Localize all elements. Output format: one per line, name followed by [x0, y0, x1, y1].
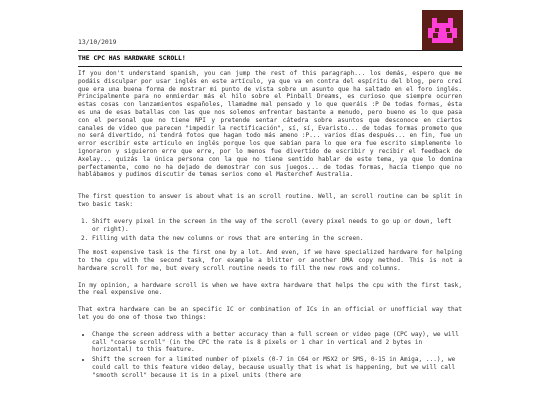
- site-logo-icon[interactable]: [422, 10, 463, 51]
- paragraph-4: That extra hardware can be an specific IC or combination of ICs in an official or unofficial way that let you do one of those two things:: [78, 306, 462, 321]
- paragraph-2: The most expensive task is the first one by a lot. And even, if we have specialized hardware for helping to the cpu with the second task, for example a blitter or another DMA copy method. This is not a hardware scroll for me, but every scroll routine needs to fill the new rows and columns.: [78, 249, 462, 272]
- feature-item: • Shift the screen for a limited number of pixels (0-7 in C64 or MSX2 or SMS, 0-15 in Amiga, ...), we could call to this feature video delay, because usually that is what is happening, but we will call "smooth scroll" because it is in a pixel units (there are: [92, 356, 462, 379]
- feature-list: [78, 331, 462, 380]
- post-content: [78, 66, 462, 382]
- paragraph-1: The first question to answer is about what is an scroll routine. Well, an scroll routine can be split in two basic task:: [78, 193, 462, 208]
- intro-paragraph: If you don't understand spanish, you can jump the rest of this paragraph... los demás, espero que me podáis disculpar por usar inglés en este artículo, ya que va en contra del espíritu del blog, pero creí que era una buena forma de mostrar mi punto de vista sobre un asunto que ha saltado en el foro inglés. Principalmente para no enmierdar más el hilo sobre el Pinball Dreams, es curioso que siempre ocurren estas cosas con lanzamientos españoles, llamadme mal pensado y lo que queráis :P De todas formas, ésta es una de esas batallas con las que nos solemos enfrentar bastante a menudo, pero bueno es lo que pasa con el personal que no tiene NPI y pretende sentar cátedra sobre asuntos que desconoce en ciertos canales de vídeo que parecen "impedir la rectificación", sí, sí, Evaristo... de todas formas prometo que no será divertido, ni tendrá fotos que hagan todo más ameno :P... varios días después... en fin, fue un error escribir este artículo en inglés porque los que sabían para lo que era fue escrito simplemente lo ignoraron y siguieron erre que erre, por lo menos fue divertido de escribir y recibir el feedback de Axelay... quizás la única persona con la que no tiene sentido hablar de este tema, ya que lo domina perfectamente, como no ha dejado de demostrar con sus juegos... de todas formas, hacía tiempo que no hablábamos y pudimos discutir de temas serios como el Masterchef Australia.: [78, 70, 462, 179]
- task-list: [78, 218, 462, 243]
- paragraph-3: In my opinion, a hardware scroll is when we have extra hardware that helps the cpu with the first task, the real expensive one.: [78, 281, 462, 297]
- pixel-robot-logo-icon: [422, 10, 463, 51]
- title-divider: [78, 50, 462, 51]
- post-title[interactable]: THE CPC HAS HARDWARE SCROLL!: [78, 54, 186, 62]
- post-date: 13/10/2019: [78, 38, 117, 46]
- task-item: 1. Shift every pixel in the screen in the way of the scroll (every pixel needs to go up or down, left or right).: [92, 218, 462, 234]
- task-item: 2. Filling with data the new columns or rows that are entering in the screen.: [92, 235, 462, 243]
- feature-item: • Change the screen address with a better accuracy than a full screen or video page (CPC way), we will call "coarse scroll" (in the CPC the rate is 8 pixels or 1 char in vertical and 2 bytes in horizontal) to this feature.: [92, 331, 462, 354]
